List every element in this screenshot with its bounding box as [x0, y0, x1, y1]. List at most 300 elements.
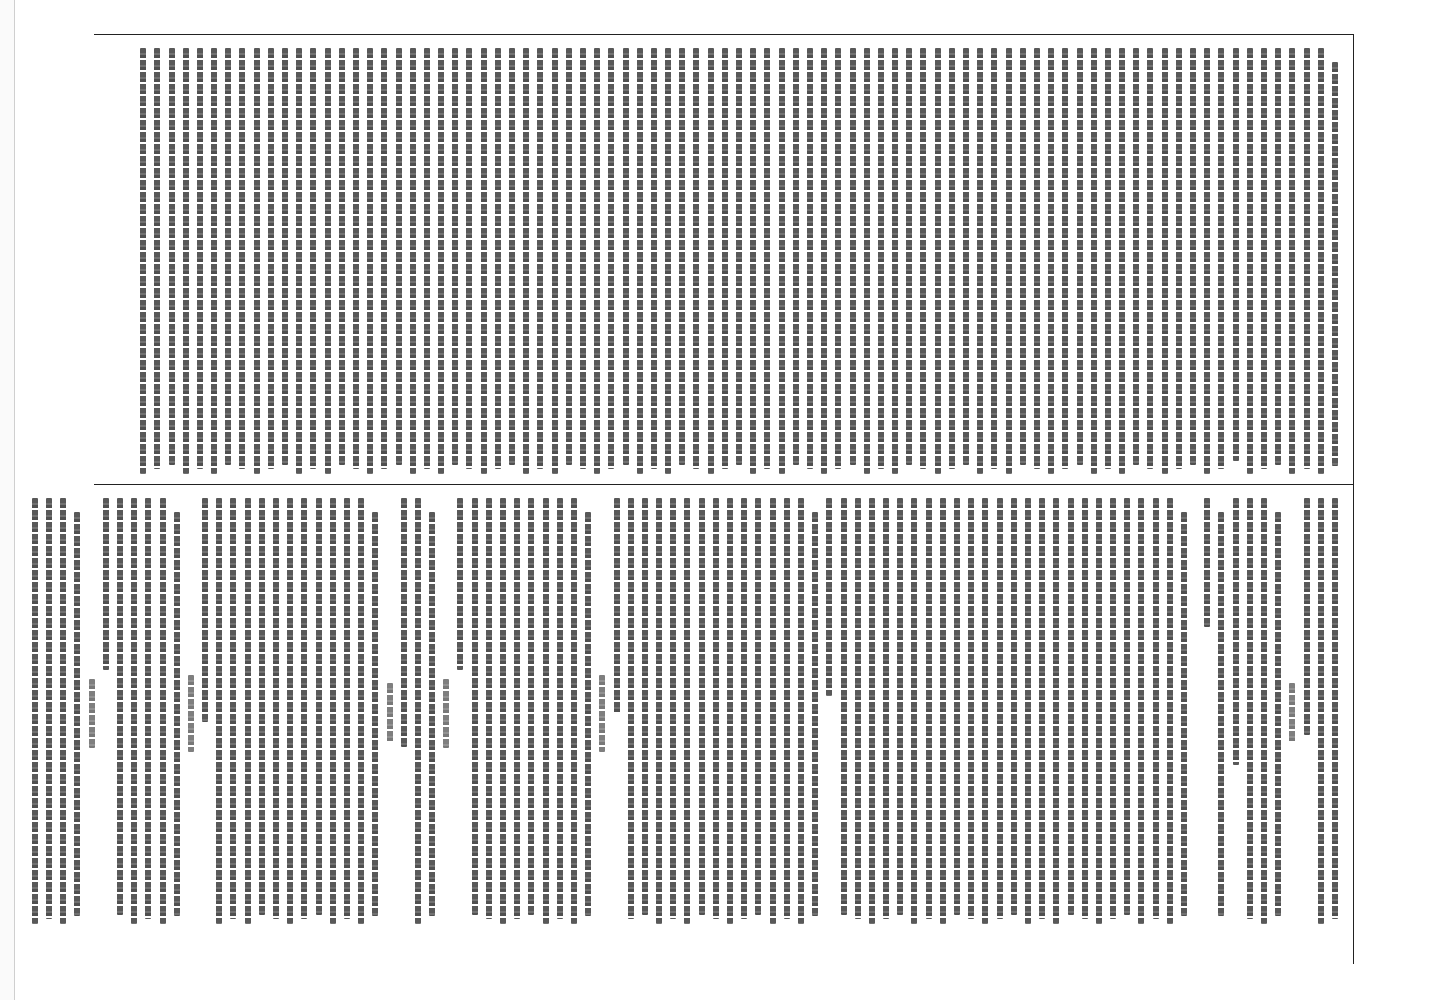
- text-line: [1143, 48, 1157, 478]
- unreadable-text-ink: [1204, 48, 1210, 474]
- unreadable-text-ink: [254, 48, 260, 474]
- text-line: [448, 48, 462, 478]
- unreadable-text-ink: [225, 48, 231, 465]
- text-line: [931, 48, 945, 478]
- text-line: [453, 498, 467, 928]
- text-line: [1172, 48, 1186, 478]
- unreadable-text-ink: [1006, 48, 1012, 474]
- text-line: [278, 48, 292, 478]
- text-line: [993, 498, 1007, 928]
- text-line: [411, 498, 425, 928]
- unreadable-text-ink: [353, 48, 359, 469]
- unreadable-text-ink: [997, 498, 1003, 919]
- text-line: [936, 498, 950, 928]
- unreadable-text-ink: [1119, 48, 1125, 474]
- interjection-line: [184, 498, 198, 928]
- text-line: [297, 498, 311, 928]
- unreadable-text-ink: [410, 48, 416, 474]
- text-line: [56, 498, 70, 928]
- unreadable-text-ink: [367, 48, 373, 474]
- text-line: [354, 498, 368, 928]
- text-line: [751, 498, 765, 928]
- unreadable-text-ink: [1289, 683, 1295, 743]
- text-column-right: [28, 498, 1342, 928]
- scanned-page: [50, 18, 1400, 978]
- unreadable-text-ink: [140, 48, 146, 474]
- text-line: [817, 48, 831, 478]
- unreadable-text-ink: [920, 48, 926, 469]
- text-line: [306, 48, 320, 478]
- text-line: [959, 48, 973, 478]
- text-line: [675, 48, 689, 478]
- unreadable-text-ink: [500, 498, 506, 924]
- unreadable-text-ink: [741, 498, 747, 919]
- column-divider: [94, 484, 1354, 485]
- text-line: [831, 48, 845, 478]
- text-line: [780, 498, 794, 928]
- unreadable-text-ink: [850, 48, 856, 465]
- text-line: [689, 48, 703, 478]
- text-line: [647, 48, 661, 478]
- unreadable-text-ink: [514, 498, 520, 919]
- text-line: [1016, 48, 1030, 478]
- text-line: [836, 498, 850, 928]
- unreadable-text-ink: [693, 48, 699, 469]
- text-line: [704, 48, 718, 478]
- text-line: [746, 48, 760, 478]
- unreadable-text-ink: [472, 498, 478, 915]
- text-line: [1243, 48, 1257, 478]
- text-line: [491, 48, 505, 478]
- text-line: [803, 48, 817, 478]
- unreadable-text-ink: [1304, 48, 1310, 469]
- text-line: [1058, 48, 1072, 478]
- text-line: [808, 498, 822, 928]
- text-line: [1106, 498, 1120, 928]
- unreadable-text-ink: [949, 48, 955, 469]
- text-line: [1087, 48, 1101, 478]
- unreadable-text-ink: [764, 48, 770, 469]
- interjection-line: [595, 498, 609, 928]
- text-line: [420, 48, 434, 478]
- text-line: [312, 498, 326, 928]
- text-line: [136, 48, 150, 478]
- text-line: [193, 48, 207, 478]
- text-line: [907, 498, 921, 928]
- unreadable-text-ink: [566, 48, 572, 465]
- unreadable-text-ink: [906, 48, 912, 465]
- text-line: [860, 48, 874, 478]
- unreadable-text-ink: [812, 512, 818, 916]
- unreadable-text-ink: [415, 498, 421, 924]
- unreadable-text-ink: [552, 48, 558, 474]
- text-line: [241, 498, 255, 928]
- unreadable-text-ink: [1138, 498, 1144, 924]
- text-line: [695, 498, 709, 928]
- unreadable-text-ink: [1275, 48, 1281, 465]
- text-line: [155, 498, 169, 928]
- text-line: [732, 48, 746, 478]
- text-line: [576, 48, 590, 478]
- text-line: [221, 48, 235, 478]
- unreadable-text-ink: [623, 48, 629, 465]
- text-line: [141, 498, 155, 928]
- unreadable-text-ink: [457, 498, 463, 670]
- text-line: [170, 498, 184, 928]
- unreadable-text-ink: [821, 48, 827, 474]
- unreadable-text-ink: [642, 498, 648, 915]
- unreadable-text-ink: [1077, 48, 1083, 465]
- text-line: [292, 48, 306, 478]
- text-line: [775, 48, 789, 478]
- text-line: [505, 48, 519, 478]
- text-line: [468, 498, 482, 928]
- text-line: [340, 498, 354, 928]
- text-line: [624, 498, 638, 928]
- unreadable-text-ink: [1332, 498, 1338, 919]
- header-rule: [1353, 34, 1354, 964]
- unreadable-text-ink: [160, 498, 166, 924]
- text-line: [1243, 498, 1257, 928]
- unreadable-text-ink: [1110, 498, 1116, 919]
- unreadable-text-ink: [387, 683, 393, 743]
- unreadable-text-ink: [784, 498, 790, 919]
- text-line: [609, 498, 623, 928]
- text-line: [1030, 48, 1044, 478]
- unreadable-text-ink: [911, 498, 917, 924]
- unreadable-text-ink: [940, 498, 946, 924]
- text-line: [893, 498, 907, 928]
- text-line: [1158, 48, 1172, 478]
- text-line: [760, 48, 774, 478]
- unreadable-text-ink: [310, 48, 316, 469]
- text-line: [874, 48, 888, 478]
- text-line: [391, 48, 405, 478]
- text-line: [562, 48, 576, 478]
- unreadable-text-ink: [1048, 48, 1054, 474]
- unreadable-text-ink: [32, 498, 38, 924]
- text-line: [916, 48, 930, 478]
- unreadable-text-ink: [443, 679, 449, 748]
- text-line: [581, 498, 595, 928]
- text-line: [425, 498, 439, 928]
- unreadable-text-ink: [466, 48, 472, 469]
- text-line: [1072, 48, 1086, 478]
- unreadable-text-ink: [864, 48, 870, 474]
- text-line: [794, 498, 808, 928]
- text-line: [1271, 498, 1285, 928]
- unreadable-text-ink: [169, 48, 175, 465]
- unreadable-text-ink: [722, 48, 728, 469]
- unreadable-text-ink: [1233, 498, 1239, 765]
- unreadable-text-ink: [892, 48, 898, 474]
- unreadable-text-ink: [1304, 498, 1310, 735]
- unreadable-text-ink: [935, 48, 941, 474]
- text-line: [590, 48, 604, 478]
- unreadable-text-ink: [401, 498, 407, 747]
- text-line: [1271, 48, 1285, 478]
- text-line: [235, 48, 249, 478]
- text-line: [363, 48, 377, 478]
- unreadable-text-ink: [750, 48, 756, 474]
- unreadable-text-ink: [679, 48, 685, 465]
- unreadable-text-ink: [571, 498, 577, 924]
- unreadable-text-ink: [1162, 48, 1168, 474]
- text-line: [1063, 498, 1077, 928]
- text-line: [1214, 498, 1228, 928]
- text-line: [950, 498, 964, 928]
- unreadable-text-ink: [1318, 48, 1324, 474]
- text-line: [335, 48, 349, 478]
- text-line: [1314, 498, 1328, 928]
- text-line: [477, 48, 491, 478]
- text-line: [533, 48, 547, 478]
- unreadable-text-ink: [1190, 48, 1196, 465]
- text-line: [1049, 498, 1063, 928]
- unreadable-text-ink: [665, 48, 671, 474]
- unreadable-text-ink: [211, 48, 217, 474]
- unreadable-text-ink: [1176, 48, 1182, 469]
- text-line: [1044, 48, 1058, 478]
- unreadable-text-ink: [699, 498, 705, 915]
- text-line: [1257, 498, 1271, 928]
- unreadable-text-ink: [1218, 48, 1224, 469]
- unreadable-text-ink: [1261, 48, 1267, 469]
- text-line: [1021, 498, 1035, 928]
- text-line: [978, 498, 992, 928]
- text-column-left: [136, 48, 1342, 478]
- unreadable-text-ink: [296, 48, 302, 474]
- unreadable-text-ink: [708, 48, 714, 474]
- unreadable-text-ink: [1011, 498, 1017, 915]
- unreadable-text-ink: [557, 498, 563, 919]
- text-line: [888, 48, 902, 478]
- text-line: [397, 498, 411, 928]
- unreadable-text-ink: [154, 48, 160, 469]
- unreadable-text-ink: [628, 498, 634, 919]
- text-line: [1129, 48, 1143, 478]
- unreadable-text-ink: [396, 48, 402, 465]
- unreadable-text-ink: [1147, 48, 1153, 469]
- text-line: [1299, 498, 1313, 928]
- text-line: [1120, 498, 1134, 928]
- unreadable-text-ink: [736, 48, 742, 465]
- unreadable-text-ink: [1289, 48, 1295, 474]
- unreadable-text-ink: [807, 48, 813, 469]
- unreadable-text-ink: [1062, 48, 1068, 469]
- unreadable-text-ink: [358, 498, 364, 924]
- unreadable-text-ink: [46, 498, 52, 919]
- unreadable-text-ink: [1275, 512, 1281, 916]
- text-line: [482, 498, 496, 928]
- unreadable-text-ink: [183, 48, 189, 474]
- unreadable-text-ink: [188, 675, 194, 752]
- unreadable-text-ink: [835, 48, 841, 469]
- digitization-credit-sidebar: [0, 0, 15, 1000]
- unreadable-text-ink: [1204, 498, 1210, 627]
- unreadable-text-ink: [608, 48, 614, 469]
- unreadable-text-ink: [528, 498, 534, 915]
- unreadable-text-ink: [381, 48, 387, 469]
- unreadable-text-ink: [1167, 498, 1173, 924]
- unreadable-text-ink: [1261, 498, 1267, 924]
- text-line: [1328, 498, 1342, 928]
- text-line: [865, 498, 879, 928]
- text-line: [987, 48, 1001, 478]
- unreadable-text-ink: [1105, 48, 1111, 469]
- unreadable-text-ink: [117, 498, 123, 915]
- unreadable-text-ink: [60, 498, 66, 924]
- unreadable-text-ink: [1034, 48, 1040, 469]
- text-line: [519, 48, 533, 478]
- unreadable-text-ink: [339, 48, 345, 465]
- text-line: [1134, 498, 1148, 928]
- text-line: [1285, 48, 1299, 478]
- text-line: [1299, 48, 1313, 478]
- text-line: [652, 498, 666, 928]
- text-line: [845, 48, 859, 478]
- interjection-line: [85, 498, 99, 928]
- text-line: [434, 48, 448, 478]
- unreadable-text-ink: [585, 512, 591, 916]
- unreadable-text-ink: [954, 498, 960, 915]
- unreadable-text-ink: [755, 498, 761, 915]
- text-line: [269, 498, 283, 928]
- unreadable-text-ink: [316, 498, 322, 915]
- text-line: [539, 498, 553, 928]
- unreadable-text-ink: [282, 48, 288, 465]
- unreadable-text-ink: [424, 48, 430, 469]
- unreadable-text-ink: [1247, 48, 1253, 474]
- text-line: [510, 498, 524, 928]
- text-line: [368, 498, 382, 928]
- unreadable-text-ink: [841, 498, 847, 915]
- unreadable-text-ink: [74, 512, 80, 916]
- unreadable-text-ink: [537, 48, 543, 469]
- unreadable-text-ink: [1318, 498, 1324, 924]
- unreadable-text-ink: [798, 498, 804, 924]
- unreadable-text-ink: [429, 512, 435, 916]
- unreadable-text-ink: [1181, 512, 1187, 916]
- text-line: [548, 48, 562, 478]
- text-line: [42, 498, 56, 928]
- unreadable-text-ink: [452, 48, 458, 465]
- text-line: [1328, 48, 1342, 478]
- unreadable-text-ink: [325, 48, 331, 474]
- text-line: [1092, 498, 1106, 928]
- unreadable-text-ink: [1124, 498, 1130, 915]
- text-line: [902, 48, 916, 478]
- unreadable-text-ink: [245, 498, 251, 924]
- unreadable-text-ink: [878, 48, 884, 469]
- text-line: [1229, 498, 1243, 928]
- unreadable-text-ink: [523, 48, 529, 474]
- unreadable-text-ink: [1025, 498, 1031, 924]
- text-line: [1314, 48, 1328, 478]
- text-line: [99, 498, 113, 928]
- text-line: [766, 498, 780, 928]
- text-line: [618, 48, 632, 478]
- unreadable-text-ink: [982, 498, 988, 924]
- unreadable-text-ink: [580, 48, 586, 469]
- unreadable-text-ink: [481, 48, 487, 474]
- unreadable-text-ink: [486, 498, 492, 919]
- text-line: [709, 498, 723, 928]
- text-line: [1101, 48, 1115, 478]
- text-line: [212, 498, 226, 928]
- unreadable-text-ink: [826, 498, 832, 696]
- text-line: [964, 498, 978, 928]
- text-line: [633, 48, 647, 478]
- text-line: [567, 498, 581, 928]
- text-line: [113, 498, 127, 928]
- text-line: [638, 498, 652, 928]
- unreadable-text-ink: [963, 48, 969, 465]
- unreadable-text-ink: [301, 498, 307, 919]
- unreadable-text-ink: [372, 512, 378, 916]
- text-line: [1078, 498, 1092, 928]
- text-line: [127, 498, 141, 928]
- text-line: [349, 48, 363, 478]
- text-line: [255, 498, 269, 928]
- text-line: [604, 48, 618, 478]
- unreadable-text-ink: [197, 48, 203, 469]
- text-line: [496, 498, 510, 928]
- unreadable-text-ink: [216, 498, 222, 924]
- text-line: [1163, 498, 1177, 928]
- text-line: [1257, 48, 1271, 478]
- text-line: [1200, 498, 1214, 928]
- unreadable-text-ink: [273, 498, 279, 919]
- unreadable-text-ink: [1039, 498, 1045, 919]
- unreadable-text-ink: [926, 498, 932, 919]
- text-line: [326, 498, 340, 928]
- text-line: [179, 48, 193, 478]
- text-line: [462, 48, 476, 478]
- unreadable-text-ink: [614, 498, 620, 713]
- text-line: [1007, 498, 1021, 928]
- unreadable-text-ink: [869, 498, 875, 924]
- unreadable-text-ink: [883, 498, 889, 919]
- unreadable-text-ink: [509, 48, 515, 465]
- text-line: [718, 48, 732, 478]
- unreadable-text-ink: [599, 675, 605, 752]
- left-frame-rule: [94, 34, 1354, 35]
- text-line: [164, 48, 178, 478]
- text-line: [1186, 48, 1200, 478]
- unreadable-text-ink: [1218, 512, 1224, 916]
- unreadable-text-ink: [1053, 498, 1059, 924]
- unreadable-text-ink: [594, 48, 600, 474]
- unreadable-text-ink: [1082, 498, 1088, 919]
- interjection-line: [1285, 498, 1299, 928]
- unreadable-text-ink: [89, 679, 95, 748]
- text-line: [879, 498, 893, 928]
- unreadable-text-ink: [977, 48, 983, 474]
- unreadable-text-ink: [239, 48, 245, 469]
- unreadable-text-ink: [1020, 48, 1026, 465]
- text-line: [723, 498, 737, 928]
- unreadable-text-ink: [779, 48, 785, 474]
- unreadable-text-ink: [131, 498, 137, 924]
- unreadable-text-ink: [727, 498, 733, 924]
- unreadable-text-ink: [1233, 48, 1239, 461]
- unreadable-text-ink: [145, 498, 151, 919]
- unreadable-text-ink: [684, 498, 690, 924]
- unreadable-text-ink: [438, 48, 444, 474]
- text-line: [851, 498, 865, 928]
- unreadable-text-ink: [330, 498, 336, 924]
